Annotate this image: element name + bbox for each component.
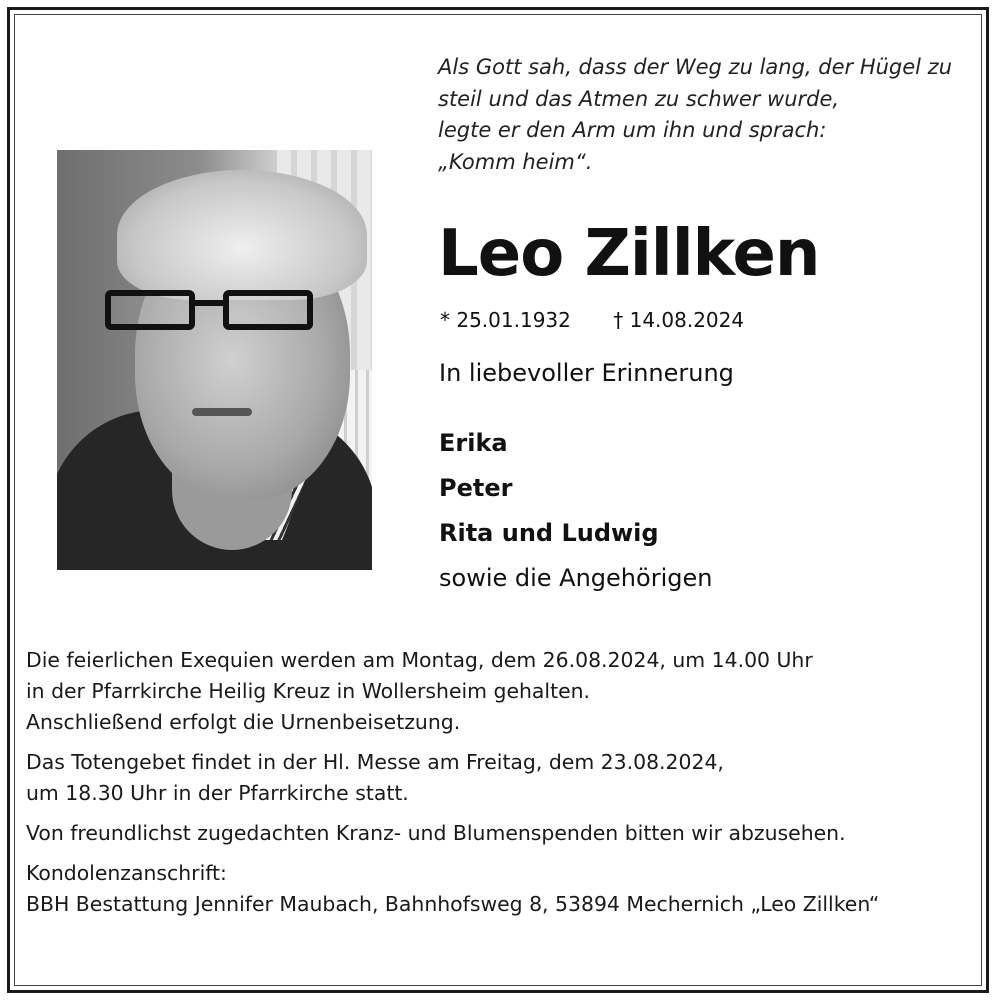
notice-line: Die feierlichen Exequien werden am Montag, dem 26.08.2024, um 14.00 Uhr bbox=[26, 648, 813, 672]
notice-line: Von freundlichst zugedachten Kranz- und Blumenspenden bitten wir abzusehen. bbox=[26, 821, 846, 845]
poem-line: steil und das Atmen zu schwer wurde, bbox=[438, 86, 840, 111]
poem-line: Als Gott sah, dass der Weg zu lang, der Hügel zu bbox=[438, 55, 953, 79]
death-date: † 14.08.2024 bbox=[613, 308, 745, 332]
mourner-name: Peter bbox=[439, 474, 513, 502]
portrait-photo bbox=[57, 150, 372, 570]
mourners-others: sowie die Angehörigen bbox=[439, 564, 713, 592]
notice-line: Das Totengebet findet in der Hl. Messe am Freitag, dem 23.08.2024, bbox=[26, 750, 724, 774]
notice-line: Anschließend erfolgt die Urnenbeisetzung. bbox=[26, 710, 461, 734]
flowers-paragraph bbox=[26, 818, 976, 849]
poem-line: legte er den Arm um ihn und sprach: bbox=[438, 118, 827, 142]
service-paragraph bbox=[26, 645, 976, 738]
poem bbox=[438, 52, 978, 178]
notice-line: in der Pfarrkirche Heilig Kreuz in Wollersheim gehalten. bbox=[26, 679, 591, 703]
condolence-paragraph bbox=[26, 858, 976, 920]
memorial-line: In liebevoller Erinnerung bbox=[439, 359, 734, 387]
poem-line: „Komm heim“. bbox=[438, 149, 593, 174]
funeral-notice bbox=[26, 645, 976, 929]
birth-date: * 25.01.1932 bbox=[440, 308, 571, 332]
photo-hair bbox=[117, 170, 367, 300]
condolence-label: Kondolenzanschrift: bbox=[26, 861, 227, 885]
deceased-name: Leo Zillken bbox=[438, 217, 820, 291]
life-dates bbox=[440, 306, 744, 334]
mourners-list bbox=[439, 421, 712, 601]
mourner-name: Erika bbox=[439, 429, 508, 457]
notice-line: um 18.30 Uhr in der Pfarrkirche statt. bbox=[26, 781, 409, 805]
photo-mouth bbox=[192, 408, 252, 416]
photo-glasses bbox=[105, 290, 313, 330]
mourner-name: Rita und Ludwig bbox=[439, 519, 659, 547]
condolence-address: BBH Bestattung Jennifer Maubach, Bahnhofsweg 8, 53894 Mechernich „Leo Zillken“ bbox=[26, 892, 880, 916]
prayer-paragraph bbox=[26, 747, 976, 809]
